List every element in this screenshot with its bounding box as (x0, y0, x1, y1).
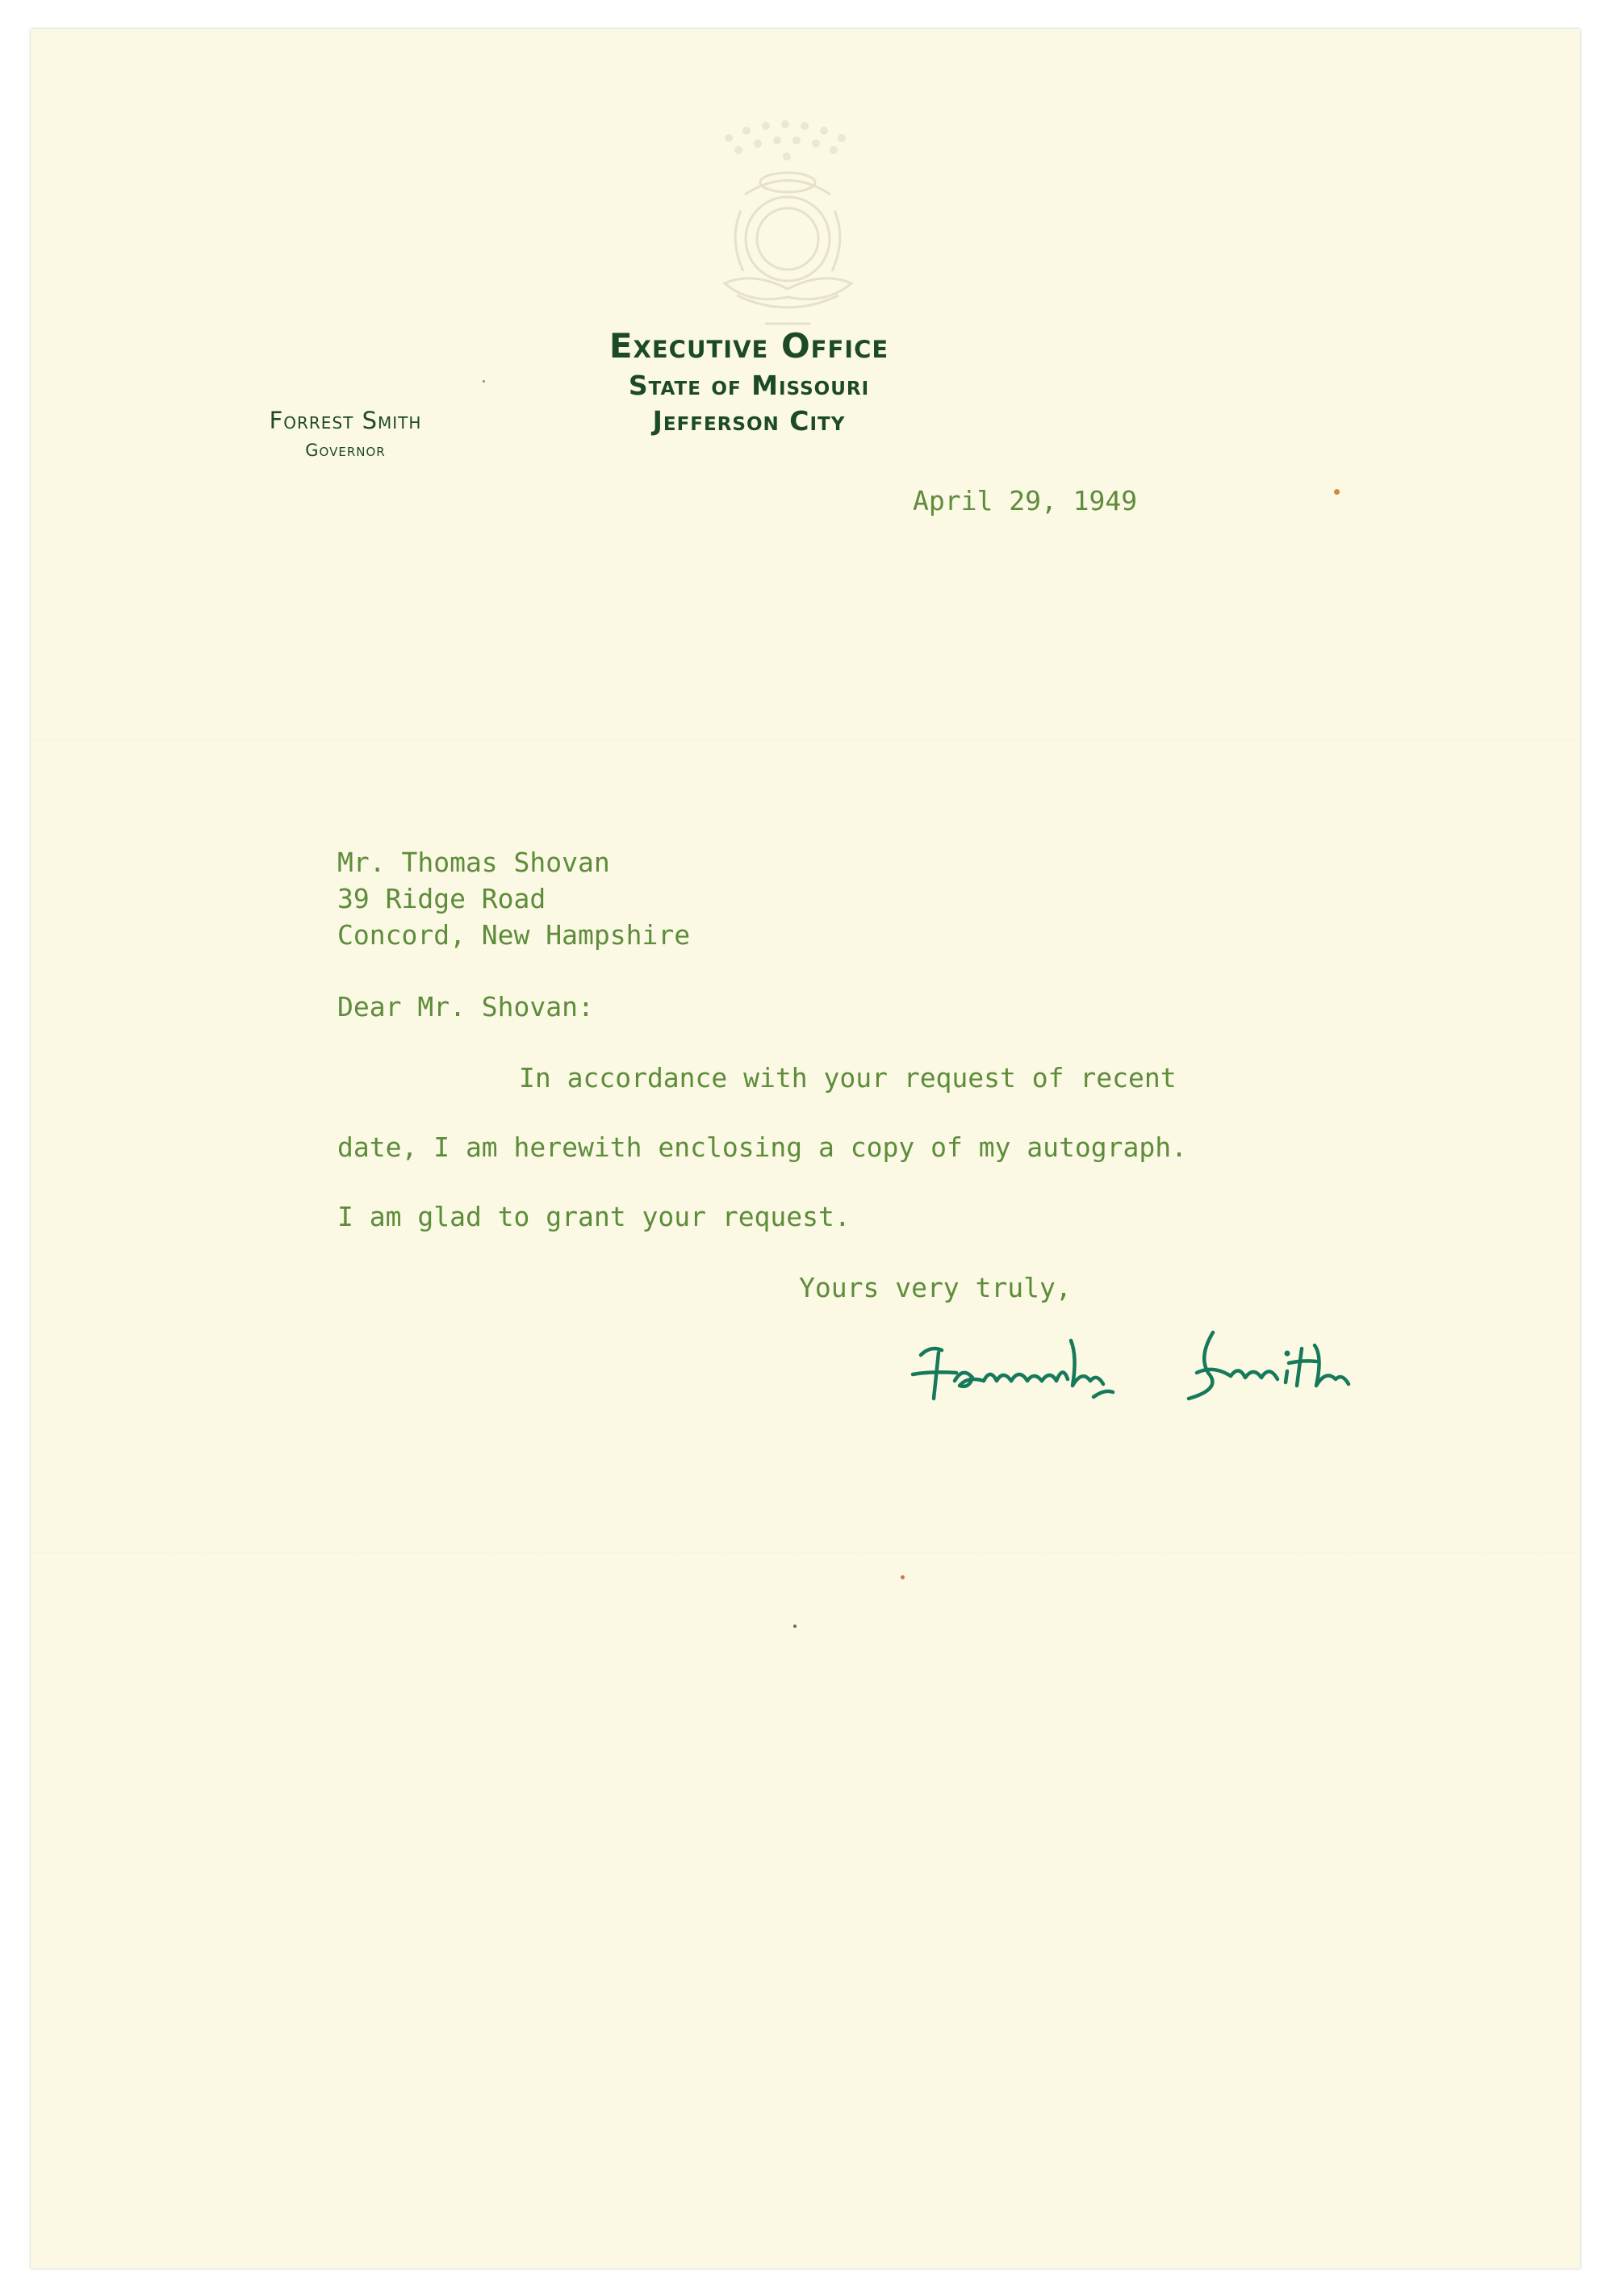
paper-speck (901, 1575, 905, 1579)
salutation: Dear Mr. Shovan: (337, 991, 594, 1023)
governor-name: Forrest Smith (269, 407, 422, 434)
body-line: In accordance with your request of recent (519, 1062, 1177, 1094)
office-title: Executive Office (608, 326, 889, 366)
recipient-city: Concord, New Hampshire (337, 919, 691, 951)
letter-sheet (31, 29, 1580, 2269)
office-state: State of Missouri (628, 370, 870, 401)
closing: Yours very truly, (799, 1272, 1072, 1303)
governor-title: Governor (305, 441, 386, 460)
paper-speck (1334, 489, 1340, 495)
body-line: I am glad to grant your request. (337, 1201, 851, 1232)
state-seal-icon (696, 118, 882, 336)
fold-line-lower (31, 1550, 1580, 1553)
fold-line-upper (31, 739, 1580, 742)
letter-date: April 29, 1949 (913, 485, 1138, 516)
office-city: Jefferson City (652, 405, 846, 437)
recipient-street: 39 Ridge Road (337, 883, 546, 914)
body-line: date, I am herewith enclosing a copy of my autograph. (337, 1131, 1187, 1163)
handwritten-signature (906, 1308, 1455, 1413)
recipient-name: Mr. Thomas Shovan (337, 847, 610, 878)
paper-speck (483, 380, 485, 383)
paper-speck (793, 1625, 797, 1628)
